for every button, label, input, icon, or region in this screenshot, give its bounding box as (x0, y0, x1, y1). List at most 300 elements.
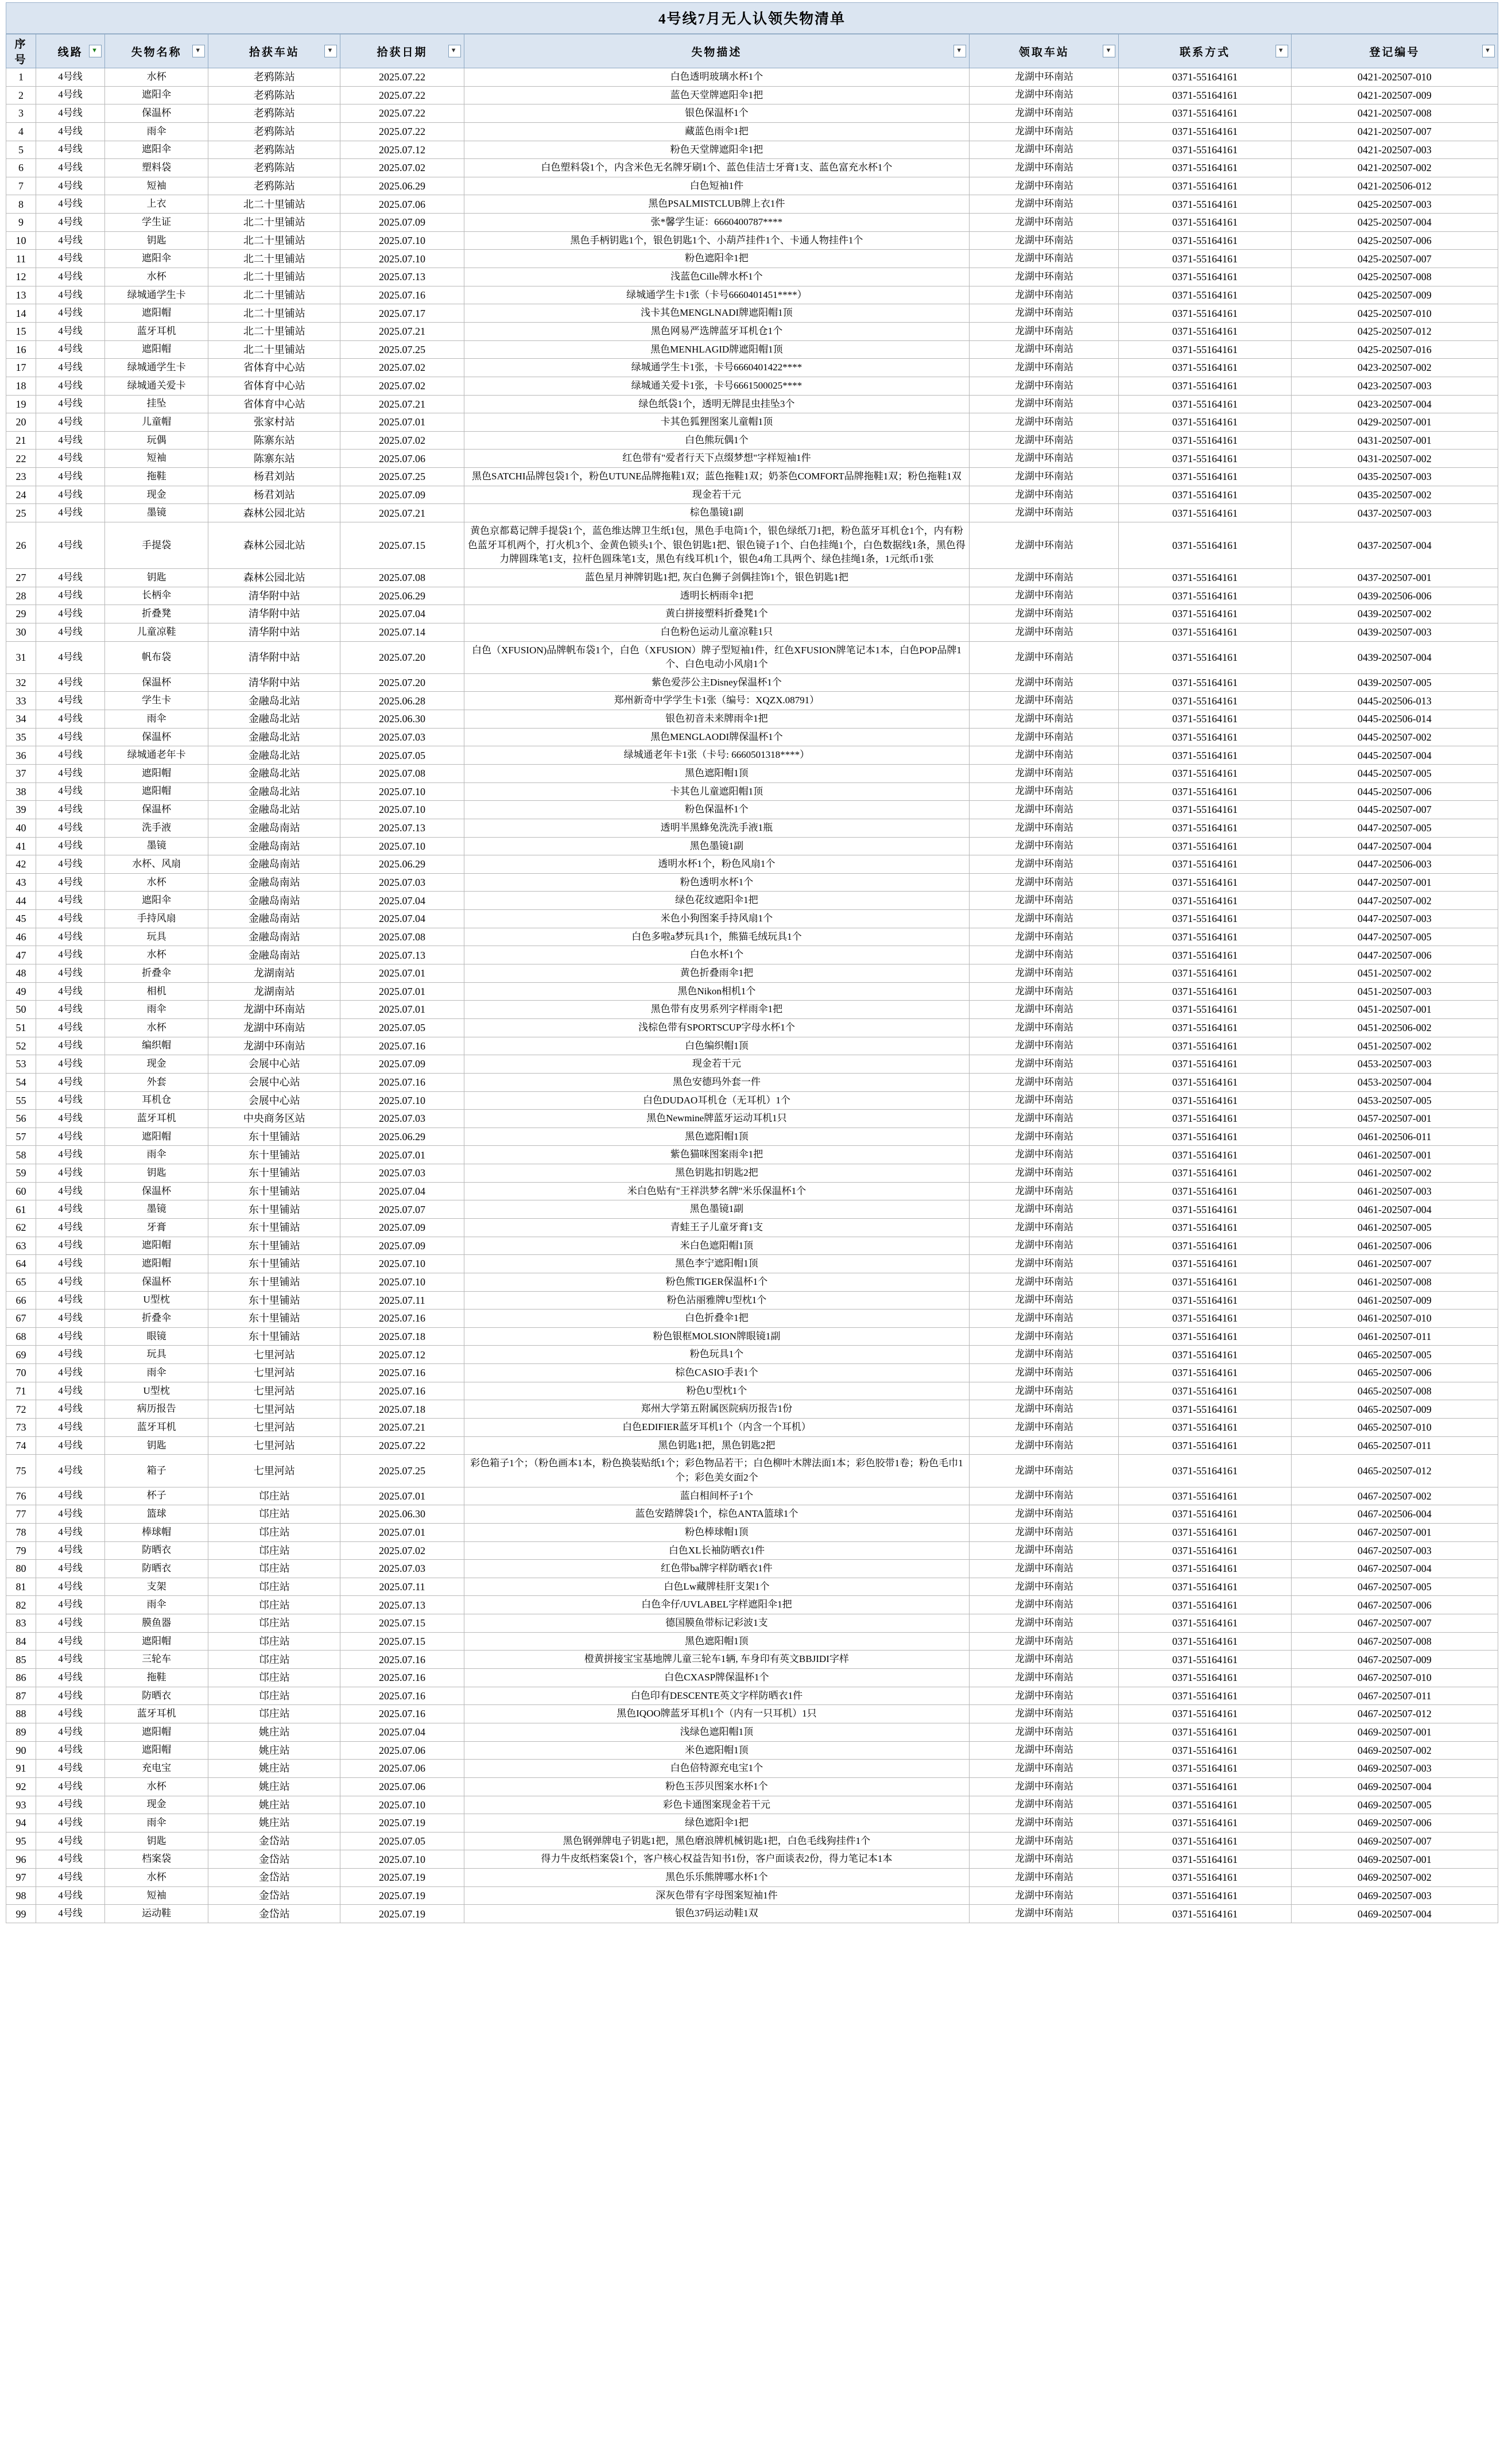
cell-item-name: 玩偶 (105, 431, 208, 450)
table-row (6, 450, 1498, 468)
table-row (6, 855, 1498, 874)
cell-description: 粉色U型枕1个 (464, 1382, 970, 1400)
filter-icon[interactable]: ▼ (448, 45, 461, 57)
cell-index: 96 (6, 1850, 36, 1869)
cell-found-date: 2025.07.09 (340, 486, 464, 504)
cell-registration-no: 0451-202507-002 (1291, 1037, 1498, 1055)
cell-description: 黑色李宁遮阳帽1顶 (464, 1255, 970, 1273)
cell-found-date: 2025.07.15 (340, 522, 464, 569)
cell-found-date: 2025.07.01 (340, 982, 464, 1001)
cell-found-station: 东十里铺站 (208, 1255, 340, 1273)
cell-found-date: 2025.07.16 (340, 1037, 464, 1055)
cell-contact: 0371-55164161 (1119, 1382, 1291, 1400)
cell-pickup-station: 龙湖中环南站 (970, 1055, 1119, 1074)
cell-pickup-station: 龙湖中环南站 (970, 141, 1119, 159)
cell-index: 79 (6, 1541, 36, 1560)
cell-found-date: 2025.07.09 (340, 1237, 464, 1255)
cell-line: 4号线 (36, 1310, 105, 1328)
cell-contact: 0371-55164161 (1119, 1651, 1291, 1669)
table-row (6, 1310, 1498, 1328)
cell-found-date: 2025.07.05 (340, 746, 464, 765)
cell-found-station: 邙庄站 (208, 1651, 340, 1669)
cell-index: 30 (6, 623, 36, 641)
table-row (6, 431, 1498, 450)
cell-found-station: 金融岛北站 (208, 692, 340, 710)
column-header-index[interactable]: 序号 (6, 34, 36, 68)
cell-item-name: 长柄伞 (105, 587, 208, 605)
cell-contact: 0371-55164161 (1119, 1832, 1291, 1850)
cell-found-station: 北二十里铺站 (208, 195, 340, 214)
cell-found-station: 龙湖南站 (208, 964, 340, 983)
filter-icon[interactable]: ▼ (89, 45, 102, 57)
cell-line: 4号线 (36, 1869, 105, 1887)
cell-index: 97 (6, 1869, 36, 1887)
table-row (6, 892, 1498, 910)
cell-item-name: 短袖 (105, 1886, 208, 1905)
cell-found-station: 姚庄站 (208, 1777, 340, 1796)
table-row (6, 692, 1498, 710)
cell-item-name: 遮阳帽 (105, 1723, 208, 1741)
cell-line: 4号线 (36, 1777, 105, 1796)
cell-found-station: 邙庄站 (208, 1687, 340, 1705)
cell-found-date: 2025.07.10 (340, 1850, 464, 1869)
cell-line: 4号线 (36, 910, 105, 928)
cell-line: 4号线 (36, 1400, 105, 1419)
table-row (6, 982, 1498, 1001)
column-header-description[interactable]: 失物描述 ▼ (464, 34, 970, 68)
table-header-row (6, 34, 1498, 68)
cell-found-date: 2025.07.02 (340, 159, 464, 177)
cell-description: 黑色钥匙1把，黑色钥匙2把 (464, 1436, 970, 1455)
cell-found-date: 2025.07.21 (340, 504, 464, 522)
cell-found-station: 姚庄站 (208, 1723, 340, 1741)
cell-index: 20 (6, 413, 36, 432)
cell-item-name: 钥匙 (105, 1164, 208, 1183)
cell-index: 21 (6, 431, 36, 450)
cell-description: 红色带ba牌字样防晒衣1件 (464, 1560, 970, 1578)
cell-pickup-station: 龙湖中环南站 (970, 728, 1119, 746)
cell-pickup-station: 龙湖中环南站 (970, 1578, 1119, 1596)
table-row (6, 1200, 1498, 1219)
cell-item-name: 儿童帽 (105, 413, 208, 432)
cell-item-name: 雨伞 (105, 710, 208, 729)
cell-index: 58 (6, 1146, 36, 1164)
cell-description: 黑色IQOO牌蓝牙耳机1个（内有一只耳机）1只 (464, 1705, 970, 1723)
cell-line: 4号线 (36, 1850, 105, 1869)
table-row (6, 68, 1498, 87)
cell-found-date: 2025.07.02 (340, 431, 464, 450)
cell-line: 4号线 (36, 1832, 105, 1850)
cell-found-station: 金融岛北站 (208, 801, 340, 819)
cell-found-station: 姚庄站 (208, 1814, 340, 1832)
cell-line: 4号线 (36, 1327, 105, 1346)
cell-index: 87 (6, 1687, 36, 1705)
table-row (6, 673, 1498, 692)
cell-contact: 0371-55164161 (1119, 1850, 1291, 1869)
cell-item-name: U型枕 (105, 1382, 208, 1400)
cell-description: 白色伞仔/UVLABEL字样遮阳伞1把 (464, 1596, 970, 1614)
cell-line: 4号线 (36, 1146, 105, 1164)
cell-found-station: 老鸦陈站 (208, 86, 340, 104)
filter-icon[interactable]: ▼ (192, 45, 205, 57)
cell-line: 4号线 (36, 1632, 105, 1651)
cell-registration-no: 0465-202507-012 (1291, 1455, 1498, 1487)
cell-found-date: 2025.07.10 (340, 1091, 464, 1110)
cell-contact: 0371-55164161 (1119, 1632, 1291, 1651)
cell-found-date: 2025.07.02 (340, 377, 464, 395)
cell-index: 24 (6, 486, 36, 504)
cell-pickup-station: 龙湖中环南站 (970, 1291, 1119, 1310)
cell-pickup-station: 龙湖中环南站 (970, 504, 1119, 522)
cell-found-date: 2025.06.30 (340, 1505, 464, 1524)
cell-index: 52 (6, 1037, 36, 1055)
cell-item-name: 钥匙 (105, 231, 208, 250)
cell-found-station: 清华附中站 (208, 623, 340, 641)
cell-pickup-station: 龙湖中环南站 (970, 177, 1119, 195)
cell-found-date: 2025.07.13 (340, 946, 464, 964)
cell-registration-no: 0421-202507-010 (1291, 68, 1498, 87)
cell-line: 4号线 (36, 1182, 105, 1200)
cell-pickup-station: 龙湖中环南站 (970, 1146, 1119, 1164)
column-header-pickup-station[interactable]: 领取车站 ▼ (970, 34, 1119, 68)
cell-description: 粉色透明水杯1个 (464, 873, 970, 892)
cell-pickup-station: 龙湖中环南站 (970, 801, 1119, 819)
cell-found-station: 老鸦陈站 (208, 122, 340, 141)
cell-pickup-station: 龙湖中环南站 (970, 1346, 1119, 1364)
cell-found-station: 森林公园北站 (208, 568, 340, 587)
cell-found-date: 2025.07.19 (340, 1814, 464, 1832)
cell-contact: 0371-55164161 (1119, 340, 1291, 359)
cell-index: 3 (6, 104, 36, 123)
cell-registration-no: 0465-202507-009 (1291, 1400, 1498, 1419)
cell-description: 张*馨学生证：6660400787**** (464, 214, 970, 232)
cell-registration-no: 0451-202507-001 (1291, 1001, 1498, 1019)
cell-item-name: 手提袋 (105, 522, 208, 569)
cell-registration-no: 0469-202507-003 (1291, 1886, 1498, 1905)
table-row (6, 710, 1498, 729)
cell-contact: 0371-55164161 (1119, 195, 1291, 214)
column-header-found-date[interactable]: 拾获日期 ▼ (340, 34, 464, 68)
cell-item-name: 塑料袋 (105, 159, 208, 177)
cell-item-name: 雨伞 (105, 1001, 208, 1019)
cell-registration-no: 0465-202507-005 (1291, 1346, 1498, 1364)
cell-registration-no: 0469-202507-003 (1291, 1760, 1498, 1778)
cell-pickup-station: 龙湖中环南站 (970, 1091, 1119, 1110)
cell-index: 55 (6, 1091, 36, 1110)
cell-item-name: 儿童凉鞋 (105, 623, 208, 641)
cell-pickup-station: 龙湖中环南站 (970, 1723, 1119, 1741)
cell-description: 郑州大学第五附属医院病历报告1份 (464, 1400, 970, 1419)
cell-index: 95 (6, 1832, 36, 1850)
cell-line: 4号线 (36, 177, 105, 195)
cell-line: 4号线 (36, 1614, 105, 1633)
cell-contact: 0371-55164161 (1119, 892, 1291, 910)
cell-registration-no: 0425-202507-006 (1291, 231, 1498, 250)
cell-registration-no: 0431-202507-002 (1291, 450, 1498, 468)
cell-registration-no: 0469-202507-007 (1291, 1832, 1498, 1850)
cell-index: 4 (6, 122, 36, 141)
cell-found-station: 东十里铺站 (208, 1310, 340, 1328)
cell-pickup-station: 龙湖中环南站 (970, 1760, 1119, 1778)
cell-found-date: 2025.07.10 (340, 1273, 464, 1291)
cell-found-date: 2025.07.06 (340, 450, 464, 468)
cell-registration-no: 0467-202507-002 (1291, 1487, 1498, 1505)
cell-pickup-station: 龙湖中环南站 (970, 195, 1119, 214)
cell-description: 白色熊玩偶1个 (464, 431, 970, 450)
cell-line: 4号线 (36, 1455, 105, 1487)
cell-contact: 0371-55164161 (1119, 104, 1291, 123)
table-row (6, 1541, 1498, 1560)
cell-description: 粉色天堂牌遮阳伞1把 (464, 141, 970, 159)
column-header-found-station[interactable]: 拾获车站 ▼ (208, 34, 340, 68)
cell-contact: 0371-55164161 (1119, 1310, 1291, 1328)
cell-line: 4号线 (36, 322, 105, 340)
cell-pickup-station: 龙湖中环南站 (970, 1777, 1119, 1796)
cell-registration-no: 0467-202507-001 (1291, 1523, 1498, 1541)
cell-contact: 0371-55164161 (1119, 322, 1291, 340)
cell-index: 50 (6, 1001, 36, 1019)
cell-contact: 0371-55164161 (1119, 1455, 1291, 1487)
cell-found-station: 北二十里铺站 (208, 304, 340, 323)
cell-index: 11 (6, 250, 36, 268)
cell-registration-no: 0445-202507-006 (1291, 782, 1498, 801)
cell-index: 86 (6, 1669, 36, 1687)
table-row (6, 1346, 1498, 1364)
cell-description: 白色折叠伞1把 (464, 1310, 970, 1328)
table-row (6, 286, 1498, 304)
cell-description: 黑色墨镜1副 (464, 1200, 970, 1219)
cell-description: 黑色钢弹牌电子钥匙1把，黑色磨浪牌机械钥匙1把，白色毛线狗挂件1个 (464, 1832, 970, 1850)
cell-description: 黑色遮阳帽1顶 (464, 1632, 970, 1651)
cell-line: 4号线 (36, 1651, 105, 1669)
cell-found-station: 龙湖中环南站 (208, 1018, 340, 1037)
cell-found-station: 金岱站 (208, 1905, 340, 1923)
cell-registration-no: 0421-202507-009 (1291, 86, 1498, 104)
cell-index: 9 (6, 214, 36, 232)
cell-item-name: 拖鞋 (105, 1669, 208, 1687)
cell-contact: 0371-55164161 (1119, 710, 1291, 729)
cell-found-date: 2025.07.18 (340, 1400, 464, 1419)
cell-found-date: 2025.07.25 (340, 1455, 464, 1487)
cell-index: 66 (6, 1291, 36, 1310)
cell-line: 4号线 (36, 819, 105, 837)
cell-pickup-station: 龙湖中环南站 (970, 837, 1119, 855)
cell-found-date: 2025.07.01 (340, 1001, 464, 1019)
table-row (6, 1632, 1498, 1651)
cell-pickup-station: 龙湖中环南站 (970, 104, 1119, 123)
cell-contact: 0371-55164161 (1119, 910, 1291, 928)
cell-index: 16 (6, 340, 36, 359)
cell-pickup-station: 龙湖中环南站 (970, 1560, 1119, 1578)
cell-line: 4号线 (36, 1110, 105, 1128)
table-row (6, 782, 1498, 801)
cell-pickup-station: 龙湖中环南站 (970, 1182, 1119, 1200)
cell-index: 33 (6, 692, 36, 710)
cell-line: 4号线 (36, 1037, 105, 1055)
table-row (6, 1419, 1498, 1437)
cell-index: 63 (6, 1237, 36, 1255)
cell-item-name: 短袖 (105, 177, 208, 195)
cell-item-name: 支架 (105, 1578, 208, 1596)
cell-item-name: 档案袋 (105, 1850, 208, 1869)
cell-description: 棕色墨镜1副 (464, 504, 970, 522)
cell-description: 米白色贴有"王祥洪梦名牌"米乐保温杯1个 (464, 1182, 970, 1200)
cell-registration-no: 0465-202507-011 (1291, 1436, 1498, 1455)
cell-found-station: 北二十里铺站 (208, 322, 340, 340)
cell-found-date: 2025.07.19 (340, 1886, 464, 1905)
cell-pickup-station: 龙湖中环南站 (970, 377, 1119, 395)
cell-contact: 0371-55164161 (1119, 623, 1291, 641)
cell-contact: 0371-55164161 (1119, 982, 1291, 1001)
cell-contact: 0371-55164161 (1119, 1869, 1291, 1887)
cell-index: 1 (6, 68, 36, 87)
cell-found-station: 省体育中心站 (208, 395, 340, 413)
cell-index: 94 (6, 1814, 36, 1832)
table-row (6, 250, 1498, 268)
filter-icon[interactable]: ▼ (1276, 45, 1288, 57)
column-header-contact[interactable]: 联系方式 ▼ (1119, 34, 1291, 68)
cell-pickup-station: 龙湖中环南站 (970, 819, 1119, 837)
table-row (6, 177, 1498, 195)
cell-found-date: 2025.07.03 (340, 873, 464, 892)
cell-found-date: 2025.06.28 (340, 692, 464, 710)
cell-item-name: 折叠伞 (105, 1310, 208, 1328)
cell-registration-no: 0461-202507-011 (1291, 1327, 1498, 1346)
cell-contact: 0371-55164161 (1119, 1219, 1291, 1237)
cell-found-station: 老鸦陈站 (208, 159, 340, 177)
cell-item-name: 玩具 (105, 1346, 208, 1364)
table-row (6, 1596, 1498, 1614)
table-row (6, 304, 1498, 323)
cell-pickup-station: 龙湖中环南站 (970, 1255, 1119, 1273)
cell-pickup-station: 龙湖中环南站 (970, 710, 1119, 729)
cell-registration-no: 0447-202507-003 (1291, 910, 1498, 928)
cell-registration-no: 0437-202507-001 (1291, 568, 1498, 587)
cell-found-station: 陈寨东站 (208, 450, 340, 468)
cell-line: 4号线 (36, 1346, 105, 1364)
cell-line: 4号线 (36, 710, 105, 729)
table-row (6, 819, 1498, 837)
cell-line: 4号线 (36, 587, 105, 605)
column-header-item-name[interactable]: 失物名称 ▼ (105, 34, 208, 68)
table-row (6, 413, 1498, 432)
cell-found-station: 清华附中站 (208, 641, 340, 673)
cell-contact: 0371-55164161 (1119, 122, 1291, 141)
cell-description: 紫色猫咪图案雨伞1把 (464, 1146, 970, 1164)
cell-pickup-station: 龙湖中环南站 (970, 250, 1119, 268)
cell-pickup-station: 龙湖中环南站 (970, 946, 1119, 964)
cell-found-date: 2025.07.10 (340, 1255, 464, 1273)
cell-description: 紫色爱莎公主Disney保温杯1个 (464, 673, 970, 692)
cell-line: 4号线 (36, 1219, 105, 1237)
cell-found-station: 清华附中站 (208, 587, 340, 605)
cell-index: 89 (6, 1723, 36, 1741)
cell-line: 4号线 (36, 1073, 105, 1091)
cell-found-date: 2025.07.09 (340, 214, 464, 232)
cell-index: 34 (6, 710, 36, 729)
cell-item-name: 保温杯 (105, 1273, 208, 1291)
cell-pickup-station: 龙湖中环南站 (970, 1436, 1119, 1455)
cell-contact: 0371-55164161 (1119, 1760, 1291, 1778)
cell-found-station: 省体育中心站 (208, 359, 340, 377)
cell-line: 4号线 (36, 1669, 105, 1687)
cell-line: 4号线 (36, 68, 105, 87)
filter-icon[interactable]: ▼ (324, 45, 337, 57)
cell-description: 黑色遮阳帽1顶 (464, 1128, 970, 1146)
cell-description: 白色印有DESCENTE英文字样防晒衣1件 (464, 1687, 970, 1705)
column-header-registration-no[interactable]: 登记编号 ▼ (1291, 34, 1498, 68)
cell-item-name: 编织帽 (105, 1037, 208, 1055)
cell-index: 76 (6, 1487, 36, 1505)
cell-found-date: 2025.07.21 (340, 395, 464, 413)
cell-found-date: 2025.07.10 (340, 782, 464, 801)
cell-contact: 0371-55164161 (1119, 1327, 1291, 1346)
cell-registration-no: 0451-202507-003 (1291, 982, 1498, 1001)
cell-contact: 0371-55164161 (1119, 1487, 1291, 1505)
cell-item-name: 箱子 (105, 1455, 208, 1487)
cell-description: 德国膜鱼带标记彩波1支 (464, 1614, 970, 1633)
cell-contact: 0371-55164161 (1119, 1741, 1291, 1760)
cell-description: 白色DUDAO耳机仓（无耳机）1个 (464, 1091, 970, 1110)
cell-registration-no: 0457-202507-001 (1291, 1110, 1498, 1128)
cell-pickup-station: 龙湖中环南站 (970, 1219, 1119, 1237)
cell-contact: 0371-55164161 (1119, 673, 1291, 692)
cell-found-date: 2025.07.01 (340, 964, 464, 983)
cell-description: 白色多啦a梦玩具1个，熊猫毛绒玩具1个 (464, 928, 970, 946)
cell-contact: 0371-55164161 (1119, 782, 1291, 801)
cell-found-date: 2025.07.01 (340, 413, 464, 432)
cell-line: 4号线 (36, 86, 105, 104)
cell-description: 白色水杯1个 (464, 946, 970, 964)
cell-found-station: 邙庄站 (208, 1560, 340, 1578)
cell-description: 银色37码运动鞋1双 (464, 1905, 970, 1923)
cell-found-station: 姚庄站 (208, 1741, 340, 1760)
cell-found-station: 老鸦陈站 (208, 141, 340, 159)
filter-icon[interactable]: ▼ (1482, 45, 1495, 57)
cell-pickup-station: 龙湖中环南站 (970, 746, 1119, 765)
cell-found-station: 金岱站 (208, 1869, 340, 1887)
cell-found-station: 金岱站 (208, 1832, 340, 1850)
cell-registration-no: 0461-202507-005 (1291, 1219, 1498, 1237)
cell-item-name: 水杯、风扇 (105, 855, 208, 874)
cell-item-name: 现金 (105, 1796, 208, 1814)
cell-description: 橙黄拼接宝宝基地牌儿童三轮车1辆, 车身印有英文BBJIDI字样 (464, 1651, 970, 1669)
column-header-line[interactable]: 线路 ▼ (36, 34, 105, 68)
filter-icon[interactable]: ▼ (953, 45, 966, 57)
cell-line: 4号线 (36, 195, 105, 214)
cell-line: 4号线 (36, 431, 105, 450)
cell-line: 4号线 (36, 1814, 105, 1832)
cell-index: 22 (6, 450, 36, 468)
cell-description: 绿城通学生卡1张（卡号6660401451****） (464, 286, 970, 304)
cell-index: 26 (6, 522, 36, 569)
table-row (6, 486, 1498, 504)
filter-icon[interactable]: ▼ (1103, 45, 1115, 57)
cell-pickup-station: 龙湖中环南站 (970, 1741, 1119, 1760)
cell-description: 米色遮阳帽1顶 (464, 1741, 970, 1760)
table-row (6, 837, 1498, 855)
cell-registration-no: 0421-202507-007 (1291, 122, 1498, 141)
cell-item-name: 牙膏 (105, 1219, 208, 1237)
table-row (6, 159, 1498, 177)
cell-index: 91 (6, 1760, 36, 1778)
cell-line: 4号线 (36, 504, 105, 522)
cell-line: 4号线 (36, 286, 105, 304)
cell-found-date: 2025.07.16 (340, 1310, 464, 1328)
cell-found-date: 2025.07.05 (340, 1832, 464, 1850)
cell-item-name: 钥匙 (105, 1832, 208, 1850)
cell-found-station: 杨君刘站 (208, 486, 340, 504)
